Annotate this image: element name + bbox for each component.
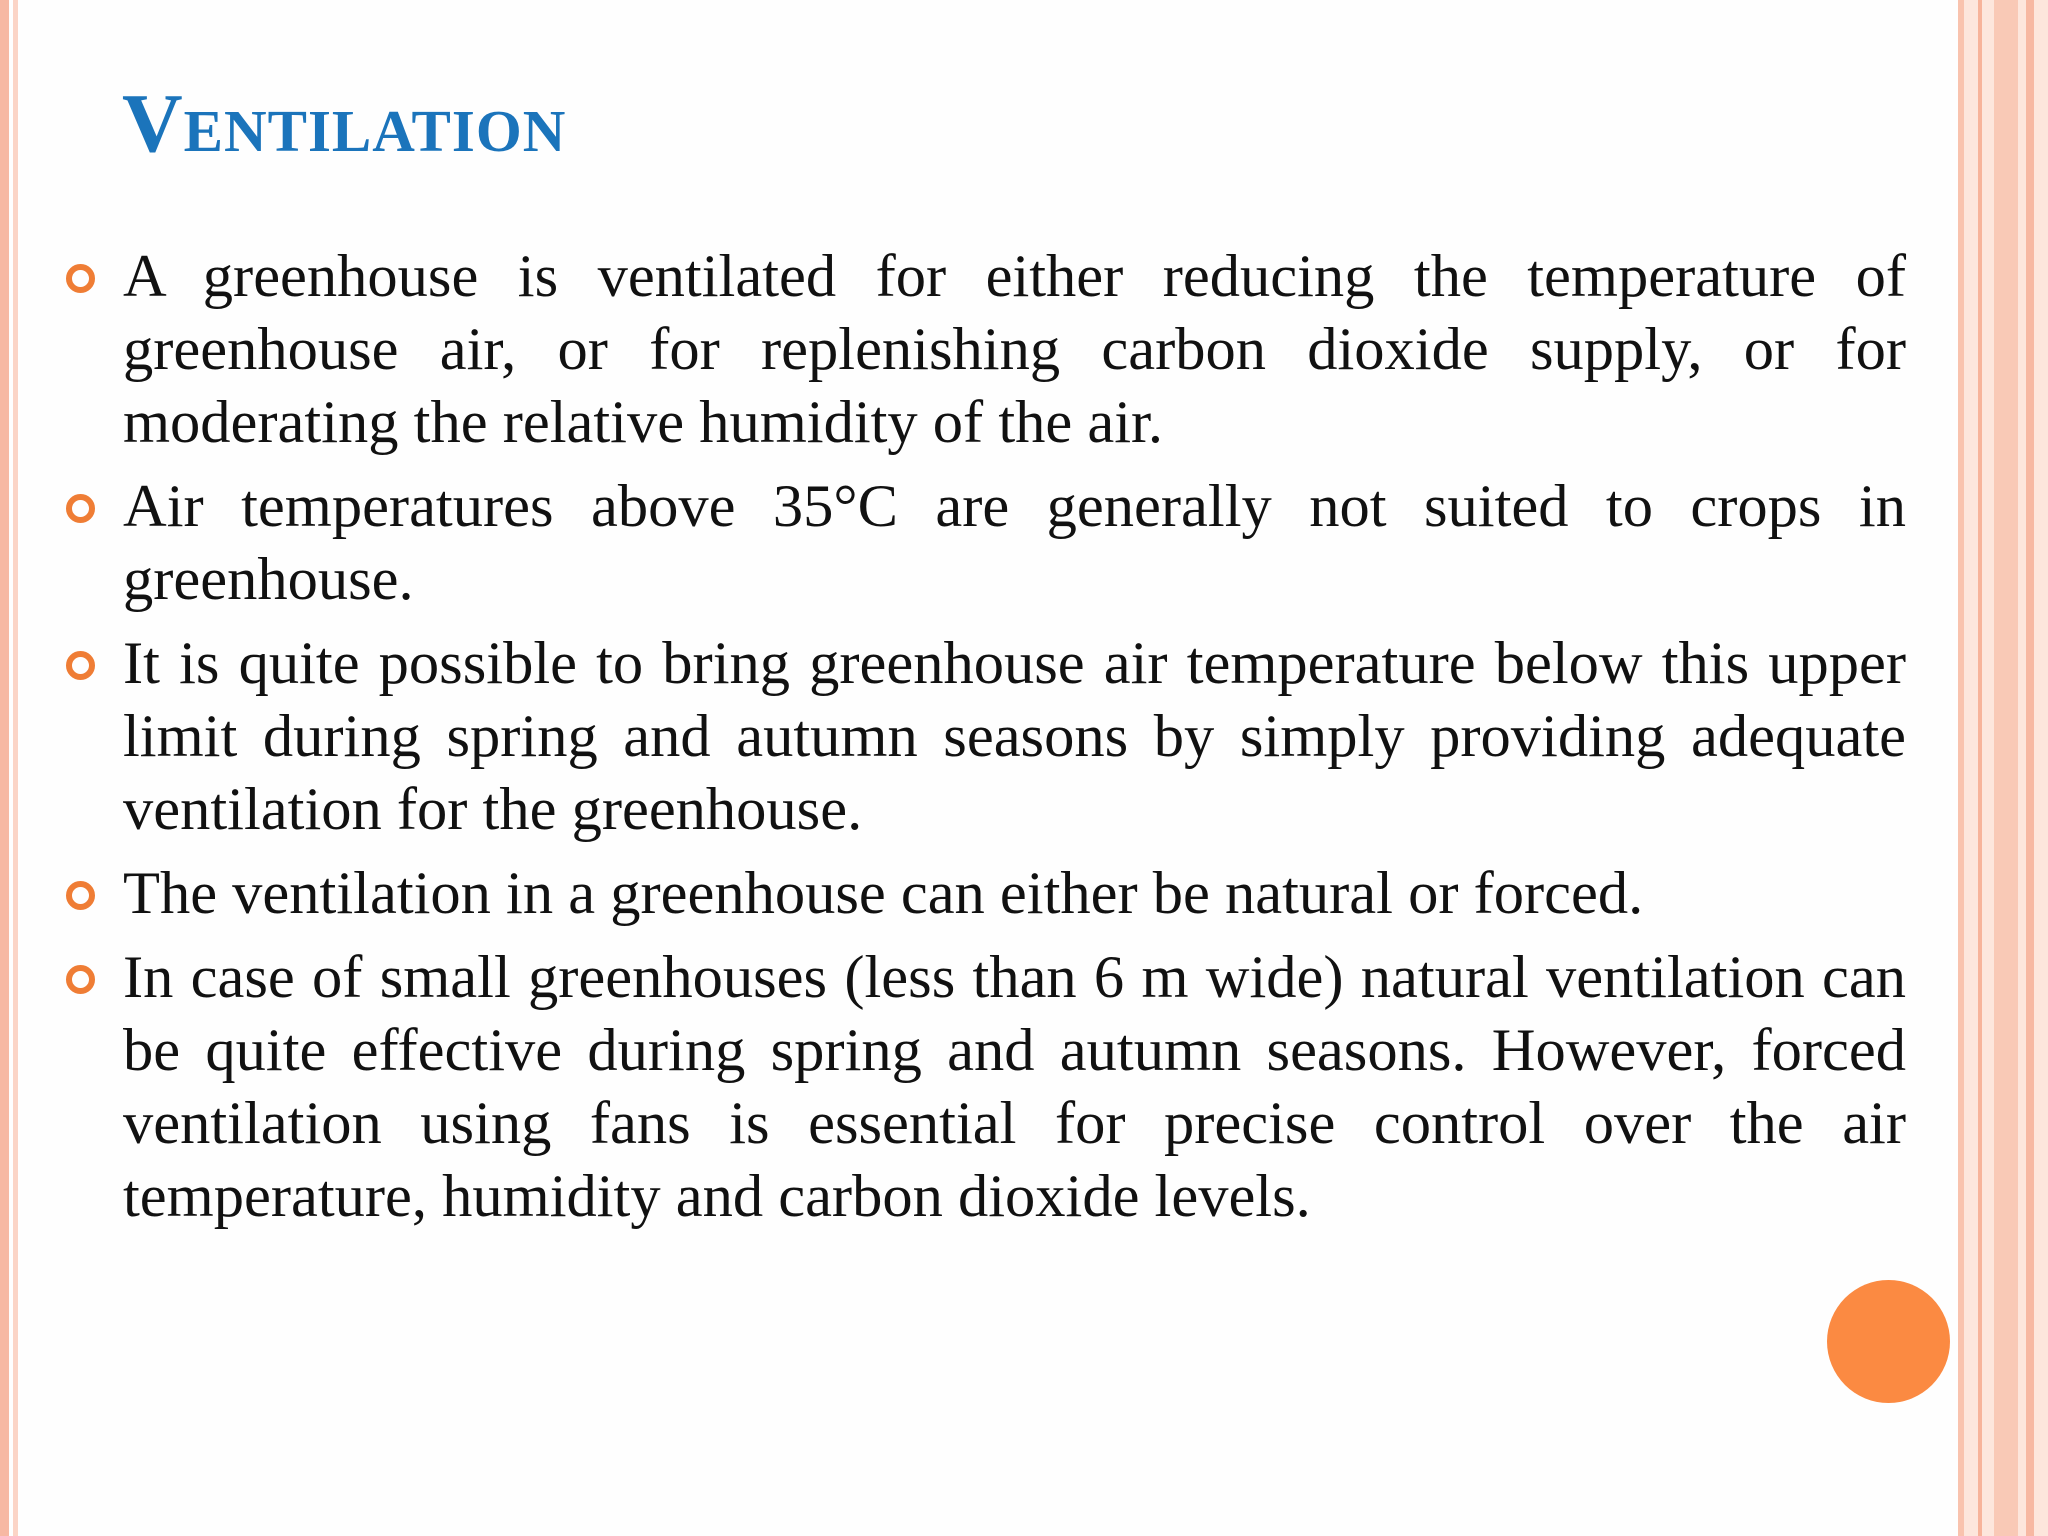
hollow-circle-icon (66, 881, 95, 910)
decorative-orange-circle (1827, 1280, 1950, 1403)
right-border-stripe (1994, 0, 2018, 1536)
bullet-list (0, 240, 1960, 1244)
bullet-item (0, 941, 1906, 1233)
hollow-circle-icon (66, 494, 95, 523)
bullet-text: In case of small greenhouses (less than 6 m wide) natural ventilation can be quite effective during spring and autumn seasons. However, forced ventilation using fans is essential for precise control over the air temperature, humidity and carbon dioxide levels. (123, 944, 1906, 1230)
hollow-circle-icon (66, 264, 95, 293)
right-border-stripe (1978, 0, 1982, 1536)
bullet-item (0, 470, 1906, 616)
bullet-item (0, 240, 1906, 459)
hollow-circle-icon (66, 651, 95, 680)
bullet-text: It is quite possible to bring greenhouse air temperature below this upper limit during spring and autumn seasons by simply providing adequate ventilation for the greenhouse. (123, 630, 1906, 843)
bullet-text: The ventilation in a greenhouse can either be natural or forced. (123, 860, 1644, 927)
slide-title: Ventilation (122, 77, 567, 170)
bullet-item (0, 857, 1906, 930)
bullet-text: A greenhouse is ventilated for either reducing the temperature of greenhouse air, or for replenishing carbon dioxide supply, or for moderating the relative humidity of the air. (123, 243, 1906, 456)
hollow-circle-icon (66, 965, 95, 994)
bullet-text: Air temperatures above 35°C are generally not suited to crops in greenhouse. (123, 473, 1906, 613)
right-border-stripe (2026, 0, 2034, 1536)
bullet-item (0, 627, 1906, 846)
